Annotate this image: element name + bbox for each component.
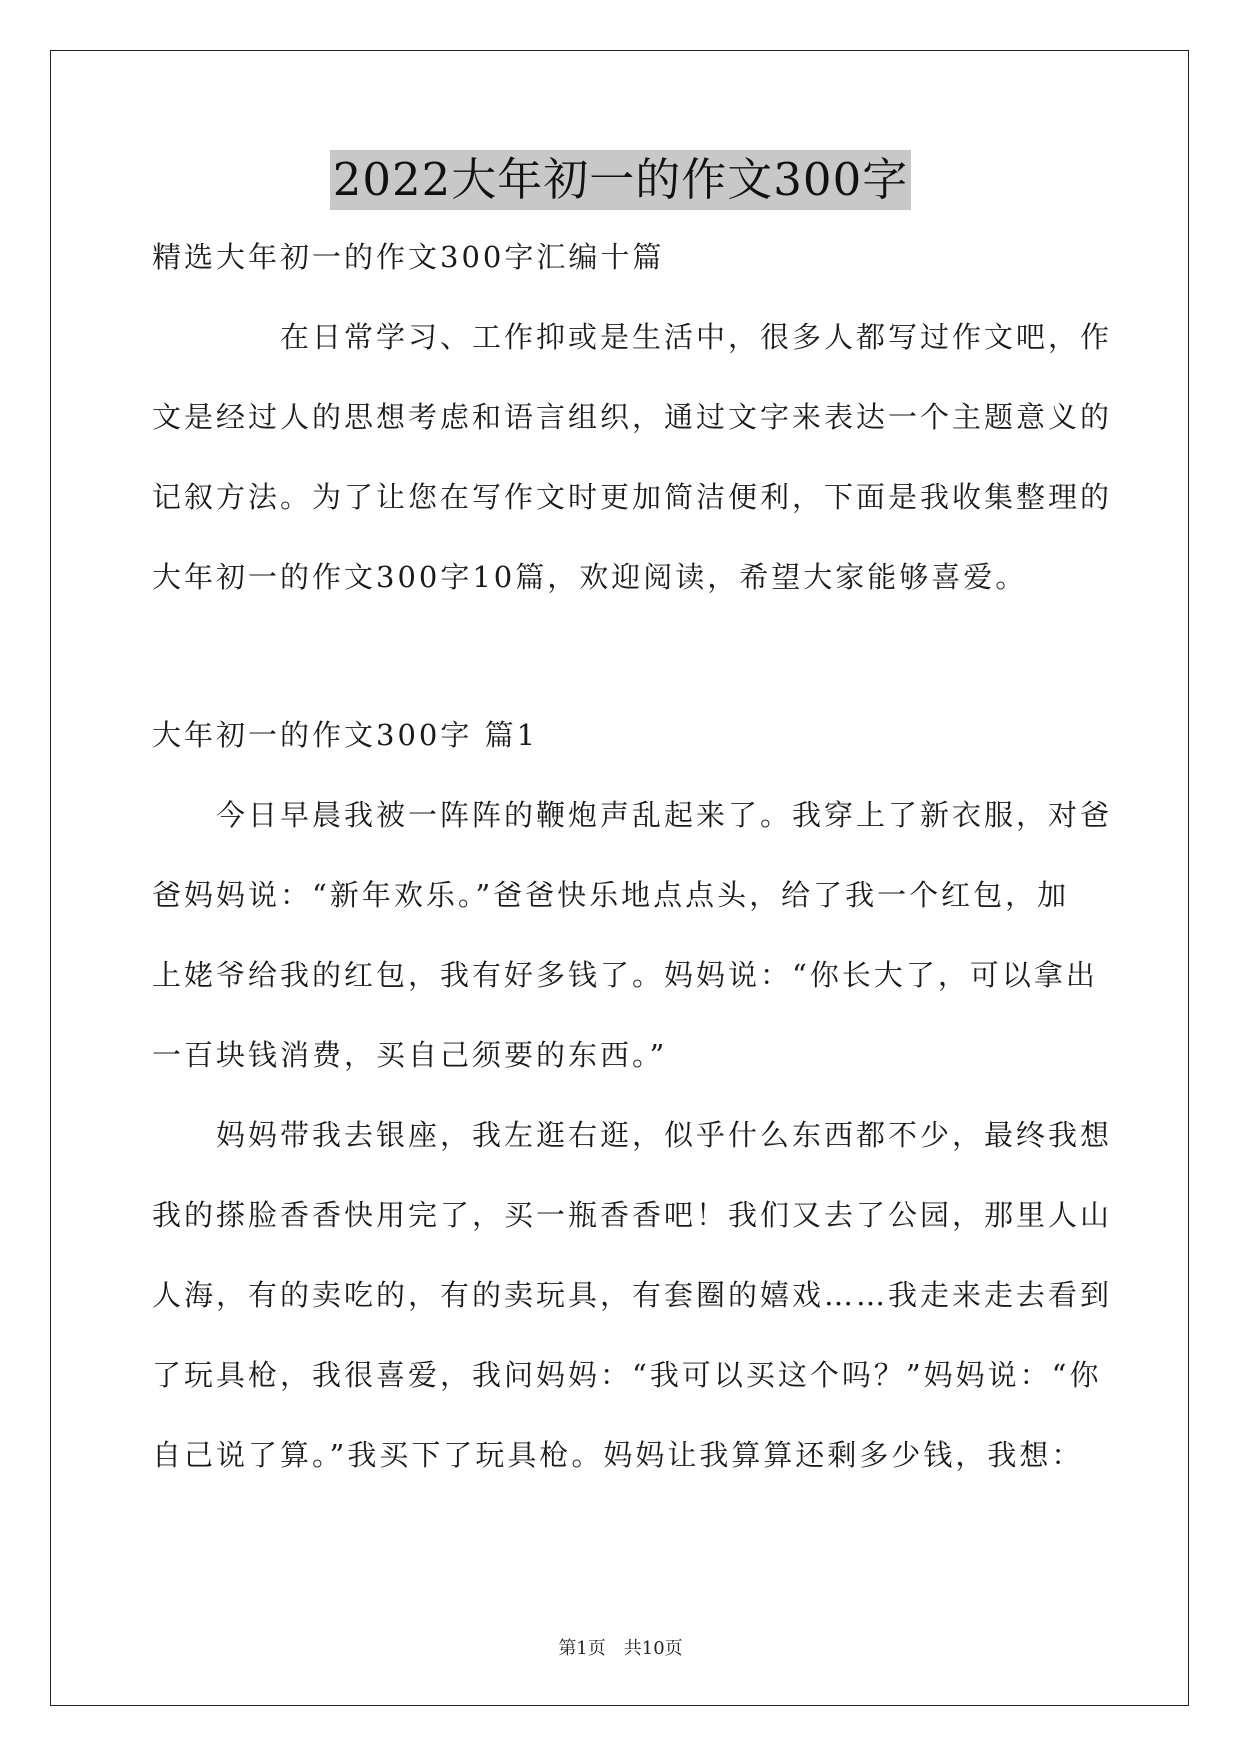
intro-line: 记叙方法。为了让您在写作文时更加简洁便利，下面是我收集整理的	[152, 480, 1113, 514]
section-heading: 大年初一的作文300字 篇1	[152, 718, 539, 752]
document-subtitle: 精选大年初一的作文300字汇编十篇	[152, 240, 665, 274]
title-container	[0, 150, 1241, 210]
paragraph2-line: 人海，有的卖吃的，有的卖玩具，有套圈的嬉戏……我走来走去看到	[152, 1278, 1113, 1312]
intro-line: 文是经过人的思想考虑和语言组织，通过文字来表达一个主题意义的	[152, 400, 1113, 434]
paragraph1-line: 今日早晨我被一阵阵的鞭炮声乱起来了。我穿上了新衣服，对爸	[152, 798, 1113, 832]
paragraph2-line: 了玩具枪，我很喜爱，我问妈妈：“我可以买这个吗？”妈妈说：“你	[152, 1358, 1102, 1392]
spacer	[152, 632, 1092, 710]
document-body	[152, 232, 1113, 1510]
page-footer: 第1页 共10页	[558, 1638, 683, 1659]
intro-line: 大年初一的作文300字10篇，欢迎阅读，希望大家能够喜爱。	[152, 560, 1028, 594]
paragraph2-line: 妈妈带我去银座，我左逛右逛，似乎什么东西都不少，最终我想	[152, 1118, 1113, 1152]
paragraph2-line: 自己说了算。”我买下了玩具枪。妈妈让我算算还剩多少钱，我想：	[152, 1438, 1084, 1472]
document-title: 2022大年初一的作文300字	[330, 150, 911, 210]
paragraph1-line: 上姥爷给我的红包，我有好多钱了。妈妈说：“你长大了，可以拿出	[152, 958, 1098, 992]
paragraph2-line: 我的搽脸香香快用完了，买一瓶香香吧！我们又去了公园，那里人山	[152, 1198, 1113, 1232]
paragraph1-line: 爸妈妈说：“新年欢乐。”爸爸快乐地点点头，给了我一个红包，加	[152, 878, 1070, 912]
paragraph1-line: 一百块钱消费，买自己须要的东西。”	[152, 1038, 668, 1072]
intro-line: 在日常学习、工作抑或是生活中，很多人都写过作文吧，作	[152, 320, 1113, 354]
